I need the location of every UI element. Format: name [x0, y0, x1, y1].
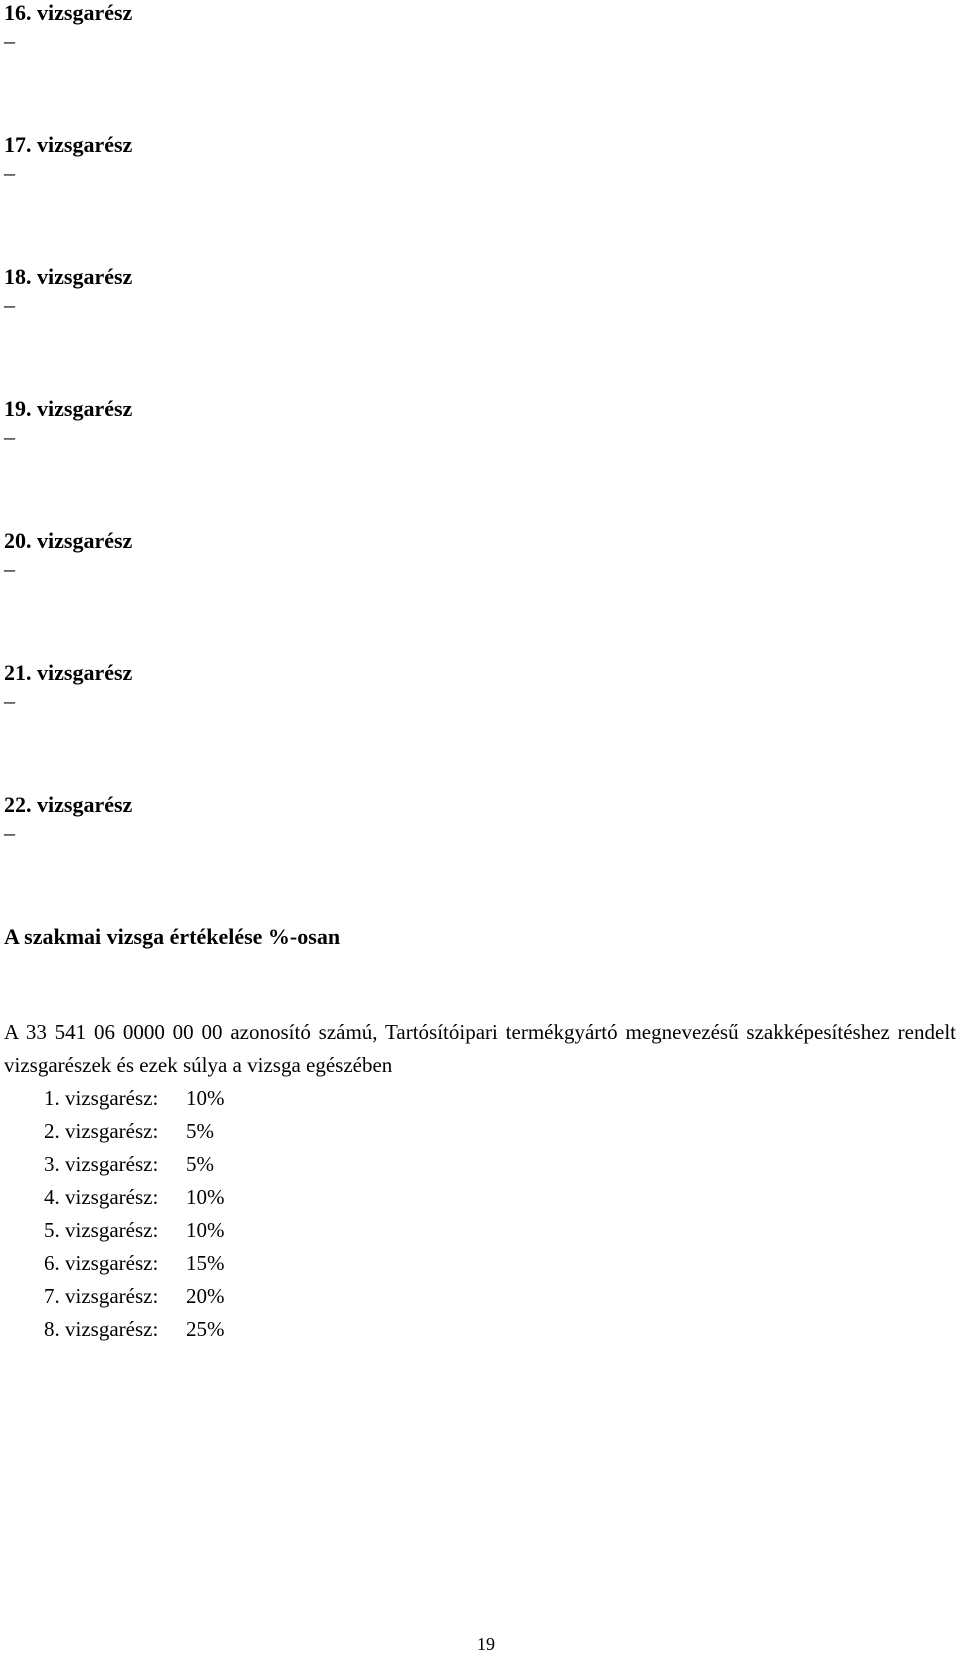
section-17 [4, 132, 132, 184]
weight-value: 5% [186, 1152, 214, 1176]
section-title: 17. vizsgarész [4, 132, 133, 157]
weight-label: 6. vizsgarész: [44, 1251, 159, 1275]
section-dash: – [4, 28, 15, 53]
weights-list [44, 1082, 225, 1346]
weight-row [44, 1247, 225, 1280]
weight-row [44, 1214, 225, 1247]
section-title: 19. vizsgarész [4, 396, 133, 421]
page-number: 19 [477, 1634, 495, 1654]
evaluation-intro-paragraph: A 33 541 06 0000 00 00 azonosító számú, Tartósítóipari termékgyártó megnevezésű szakképesítéshez rendelt vizsgarészek és ezek súlya a vizsga egészében [4, 1020, 956, 1077]
evaluation-heading: A szakmai vizsga értékelése %-osan [4, 924, 341, 949]
weight-value: 25% [186, 1317, 225, 1341]
section-title: 16. vizsgarész [4, 0, 133, 25]
section-title: 18. vizsgarész [4, 264, 133, 289]
section-19 [4, 396, 132, 448]
weight-value: 10% [186, 1185, 225, 1209]
section-title: 22. vizsgarész [4, 792, 133, 817]
weight-label: 1. vizsgarész: [44, 1086, 159, 1110]
weight-label: 2. vizsgarész: [44, 1119, 159, 1143]
weight-label: 4. vizsgarész: [44, 1185, 159, 1209]
weight-row [44, 1115, 225, 1148]
weight-value: 20% [186, 1284, 225, 1308]
section-dash: – [4, 424, 15, 449]
weight-label: 7. vizsgarész: [44, 1284, 159, 1308]
weight-row [44, 1148, 225, 1181]
section-20 [4, 528, 132, 580]
weight-row [44, 1313, 225, 1346]
section-dash: – [4, 556, 15, 581]
section-title: 21. vizsgarész [4, 660, 133, 685]
section-18 [4, 264, 132, 316]
section-dash: – [4, 820, 15, 845]
weight-row [44, 1280, 225, 1313]
section-title: 20. vizsgarész [4, 528, 133, 553]
weight-label: 5. vizsgarész: [44, 1218, 159, 1242]
weight-label: 3. vizsgarész: [44, 1152, 159, 1176]
section-21 [4, 660, 132, 712]
weight-row [44, 1181, 225, 1214]
weight-value: 5% [186, 1119, 214, 1143]
section-16 [4, 0, 132, 52]
weight-value: 15% [186, 1251, 225, 1275]
section-dash: – [4, 160, 15, 185]
weight-value: 10% [186, 1086, 225, 1110]
section-dash: – [4, 292, 15, 317]
weight-label: 8. vizsgarész: [44, 1317, 159, 1341]
weight-value: 10% [186, 1218, 225, 1242]
weight-row [44, 1082, 225, 1115]
section-22 [4, 792, 132, 844]
section-dash: – [4, 688, 15, 713]
